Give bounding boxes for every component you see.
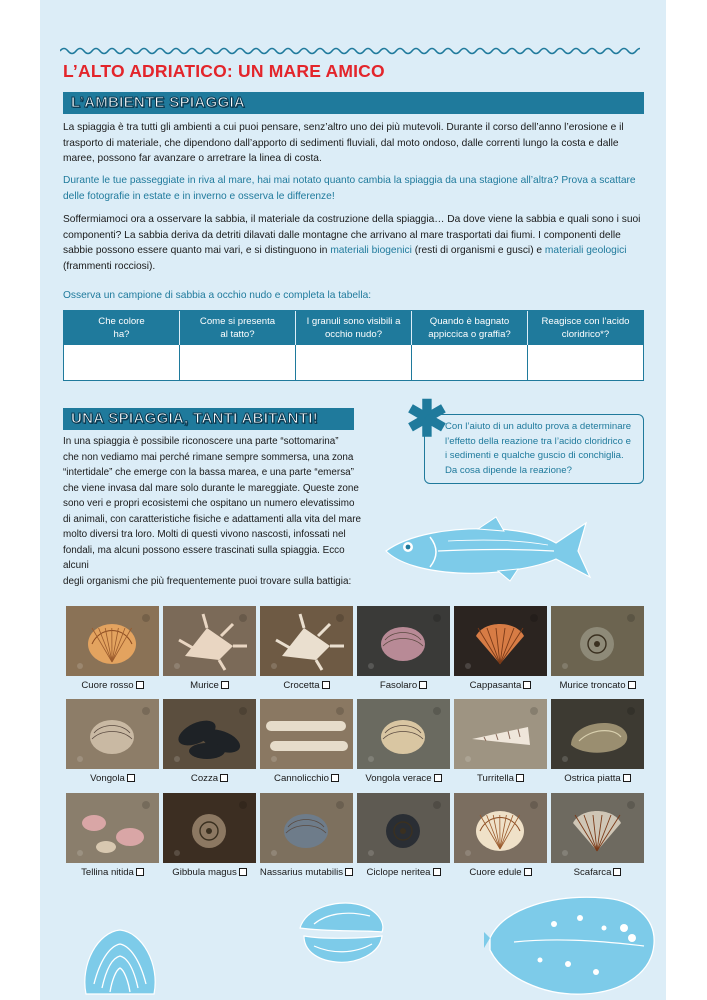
organism-checkbox[interactable] xyxy=(516,774,524,782)
page-title: L’ALTO ADRIATICO: UN MARE AMICO xyxy=(63,61,385,81)
para-line: molto diversi tra loro. Molti di questi vivono nascosti, infossati nel xyxy=(63,529,346,540)
para-line: fondali, ma alcuni possono essere trascinati sulla spiaggia. Ecco alcuni xyxy=(63,544,345,571)
organism-photo xyxy=(454,793,547,863)
organism-name: Tellina nitida xyxy=(81,867,134,878)
organism-label xyxy=(545,867,650,879)
organism-image xyxy=(357,606,450,676)
organism-image xyxy=(551,793,644,863)
table-header-row xyxy=(64,311,643,345)
organism-name: Fasolaro xyxy=(379,680,418,691)
organism-card xyxy=(551,699,644,785)
organism-card xyxy=(66,699,159,785)
organism-photo xyxy=(66,606,159,676)
organism-image xyxy=(163,606,256,676)
acid-note-box xyxy=(424,414,644,484)
sand-text-b: (resti di organismi e gusci) e xyxy=(411,245,545,257)
organism-image xyxy=(163,699,256,769)
answer-cell-touch[interactable] xyxy=(180,345,296,380)
organism-label xyxy=(351,680,456,692)
organism-photo xyxy=(260,793,353,863)
table-header-acid xyxy=(528,311,643,345)
organism-card xyxy=(163,699,256,785)
organism-image xyxy=(163,793,256,863)
organism-checkbox[interactable] xyxy=(136,868,144,876)
organism-label xyxy=(157,867,262,879)
organism-card xyxy=(454,699,547,785)
organism-card xyxy=(357,606,450,692)
organism-label xyxy=(448,680,553,692)
open-shell-illustration xyxy=(296,898,388,966)
flatfish-illustration xyxy=(484,888,666,1000)
note-line: l’effetto della reazione tra l’acido cloridrico e xyxy=(445,435,631,447)
organism-name: Cappasanta xyxy=(469,680,522,691)
header-line: Che colore xyxy=(98,316,145,327)
organism-card xyxy=(163,793,256,879)
sand-paragraph xyxy=(63,212,648,274)
organism-card xyxy=(551,606,644,692)
header-line: appiccica o graffia? xyxy=(428,329,511,340)
organism-name: Cuore rosso xyxy=(81,680,134,691)
organism-name: Ciclope neritea xyxy=(366,867,431,878)
organism-card xyxy=(454,793,547,879)
sardine-illustration xyxy=(378,515,594,585)
table-header-touch xyxy=(180,311,296,345)
header-line: al tatto? xyxy=(220,329,255,340)
header-line: occhio nudo? xyxy=(324,329,383,340)
header-line: cloridrico*? xyxy=(561,329,610,340)
asterisk-icon: ✱ xyxy=(406,391,448,447)
inhabitants-paragraph xyxy=(63,434,363,589)
organism-photo xyxy=(357,699,450,769)
organism-checkbox[interactable] xyxy=(239,868,247,876)
organism-label xyxy=(60,680,165,692)
organism-label xyxy=(448,867,553,879)
table-answer-row xyxy=(64,345,643,380)
organism-image xyxy=(260,699,353,769)
organism-card xyxy=(357,699,450,785)
organism-photo xyxy=(454,699,547,769)
section-heading: L’AMBIENTE SPIAGGIA xyxy=(71,94,246,111)
biogenic-term: materiali biogenici xyxy=(330,245,412,257)
section-heading: UNA SPIAGGIA, TANTI ABITANTI! xyxy=(71,410,319,427)
organism-photo xyxy=(454,606,547,676)
sand-observation-table xyxy=(63,310,644,381)
organism-label xyxy=(448,773,553,785)
organism-checkbox[interactable] xyxy=(433,868,441,876)
organism-name: Cozza xyxy=(190,773,219,784)
organism-card xyxy=(551,793,644,879)
organism-label xyxy=(254,773,359,785)
organism-photo xyxy=(551,699,644,769)
organism-label xyxy=(60,867,165,879)
organism-photo xyxy=(66,699,159,769)
header-line: Reagisce con l’acido xyxy=(541,316,630,327)
organism-card xyxy=(163,606,256,692)
organism-image xyxy=(454,793,547,863)
organism-name: Vongola verace xyxy=(365,773,432,784)
organism-image xyxy=(454,606,547,676)
organism-checkbox[interactable] xyxy=(322,681,330,689)
clam-shell-illustration xyxy=(80,924,160,1000)
table-instruction: Osserva un campione di sabbia a occhio nudo e completa la tabella: xyxy=(63,290,372,301)
organism-name: Nassarius mutabilis xyxy=(259,867,344,878)
para-line: “intertidale” che emerge con la bassa marea, e una parte “emersa” xyxy=(63,467,354,478)
answer-cell-color[interactable] xyxy=(64,345,180,380)
organism-label xyxy=(60,773,165,785)
organism-label xyxy=(254,867,359,879)
organism-checkbox[interactable] xyxy=(613,868,621,876)
organism-card xyxy=(260,699,353,785)
organism-checkbox[interactable] xyxy=(331,774,339,782)
organism-label xyxy=(351,867,456,879)
organism-image xyxy=(551,699,644,769)
organism-label xyxy=(254,680,359,692)
organism-checkbox[interactable] xyxy=(623,774,631,782)
organism-checkbox[interactable] xyxy=(628,681,636,689)
header-line: I granuli sono visibili a xyxy=(306,316,401,327)
organism-name: Murice xyxy=(190,680,219,691)
table-header-grains xyxy=(296,311,412,345)
organism-card xyxy=(66,606,159,692)
organism-photo xyxy=(260,699,353,769)
answer-cell-grains[interactable] xyxy=(296,345,412,380)
header-line: Quando è bagnato xyxy=(429,316,510,327)
organism-photo xyxy=(357,606,450,676)
organism-checkbox[interactable] xyxy=(523,681,531,689)
worksheet-page xyxy=(40,0,666,1000)
sand-text-a: Soffermiamoci ora a osservare la sabbia, il materiale da costruzione della spiaggia… Da dove viene la sabbia e quali sono i suoi componenti? La sabbia deriva da detriti dilavati dalle montagne che arrivano al mare trasportati dai fiumi. I componenti delle sabbie possono essere quanto mai vari, e si distinguono in xyxy=(63,214,641,257)
organism-image xyxy=(66,606,159,676)
para-line: degli organismi che più frequentemente puoi trovare sulla battigia: xyxy=(63,575,352,587)
answer-cell-acid[interactable] xyxy=(528,345,643,380)
note-line: Con l’aiuto di un adulto prova a determinare xyxy=(445,421,632,432)
organism-image xyxy=(66,699,159,769)
organism-label xyxy=(157,773,262,785)
organism-name: Gibbula magus xyxy=(172,867,237,878)
organism-card xyxy=(454,606,547,692)
organism-checkbox[interactable] xyxy=(220,774,228,782)
organism-name: Turritella xyxy=(477,773,514,784)
section-banner-inhabitants xyxy=(63,408,354,430)
answer-cell-wet[interactable] xyxy=(412,345,528,380)
organism-name: Murice troncato xyxy=(559,680,626,691)
sand-text-c: (frammenti rocciosi). xyxy=(63,260,156,272)
organism-label xyxy=(157,680,262,692)
table-header-color xyxy=(64,311,180,345)
organism-label xyxy=(351,773,456,785)
organism-photo xyxy=(551,606,644,676)
para-line: che viene invasa dal mare solo durante le mareggiate. Queste zone xyxy=(63,482,359,494)
photo-tip-paragraph: Durante le tue passeggiate in riva al mare, hai mai notato quanto cambia la spiaggia da una stagione all’altra? Prova a scattare delle fotografie in estate e in inverno e osserva le differenze! xyxy=(63,175,636,202)
organism-checkbox[interactable] xyxy=(434,774,442,782)
organism-checkbox[interactable] xyxy=(419,681,427,689)
organism-image xyxy=(551,606,644,676)
organism-name: Scafarca xyxy=(573,867,612,878)
organism-label xyxy=(545,680,650,692)
organism-image xyxy=(260,606,353,676)
organism-photo xyxy=(357,793,450,863)
organism-card xyxy=(357,793,450,879)
organism-checkbox[interactable] xyxy=(127,774,135,782)
organism-name: Vongola xyxy=(90,773,125,784)
organism-photo xyxy=(551,793,644,863)
organism-checkbox[interactable] xyxy=(221,681,229,689)
note-line: i sedimenti e qualche guscio di conchiglia. xyxy=(445,450,624,461)
organism-image xyxy=(357,793,450,863)
table-header-wet xyxy=(412,311,528,345)
para-line: In una spiaggia è possibile riconoscere una parte “sottomarina” xyxy=(63,436,339,447)
organism-card xyxy=(260,793,353,879)
organism-photo xyxy=(163,606,256,676)
organism-name: Crocetta xyxy=(283,680,320,691)
organism-checkbox[interactable] xyxy=(524,868,532,876)
organism-photo xyxy=(66,793,159,863)
organism-name: Ostrica piatta xyxy=(564,773,621,784)
section-banner-beach xyxy=(63,92,644,114)
para-line: di animali, con caratteristiche fisiche e adattamenti alla vita del mare xyxy=(63,513,362,525)
wave-decoration xyxy=(60,44,640,58)
organism-image xyxy=(66,793,159,863)
organism-photo xyxy=(163,699,256,769)
organism-name: Cuore edule xyxy=(469,867,522,878)
organism-name: Cannolicchio xyxy=(274,773,329,784)
organism-label xyxy=(545,773,650,785)
organism-card xyxy=(260,606,353,692)
organism-image xyxy=(260,793,353,863)
note-line: Da cosa dipende la reazione? xyxy=(445,464,572,476)
header-line: Come si presenta xyxy=(199,316,276,327)
para-line: sono veri e propri ecosistemi che ospitano un numero elevatissimo xyxy=(63,498,355,509)
organism-card xyxy=(66,793,159,879)
organism-image xyxy=(357,699,450,769)
organism-photo xyxy=(260,606,353,676)
organism-checkbox[interactable] xyxy=(136,681,144,689)
para-line: che non vediamo mai perché rimane sempre sommersa, una zona xyxy=(63,451,354,463)
geologic-term: materiali geologici xyxy=(544,245,627,257)
header-line: ha? xyxy=(113,329,130,340)
organism-photo xyxy=(163,793,256,863)
intro-paragraph: La spiaggia è tra tutti gli ambienti a cui puoi pensare, senz’altro uno dei più mutevoli. Durante il corso dell’anno l’erosione e il trasporto di materiale, che dipendono dall’apporto di sedimenti fluviali, dal moto ondoso, dalle correnti lungo la costa e dalle maree, possono far avanzare o arretrare la linea di costa. xyxy=(63,122,624,165)
organism-image xyxy=(454,699,547,769)
